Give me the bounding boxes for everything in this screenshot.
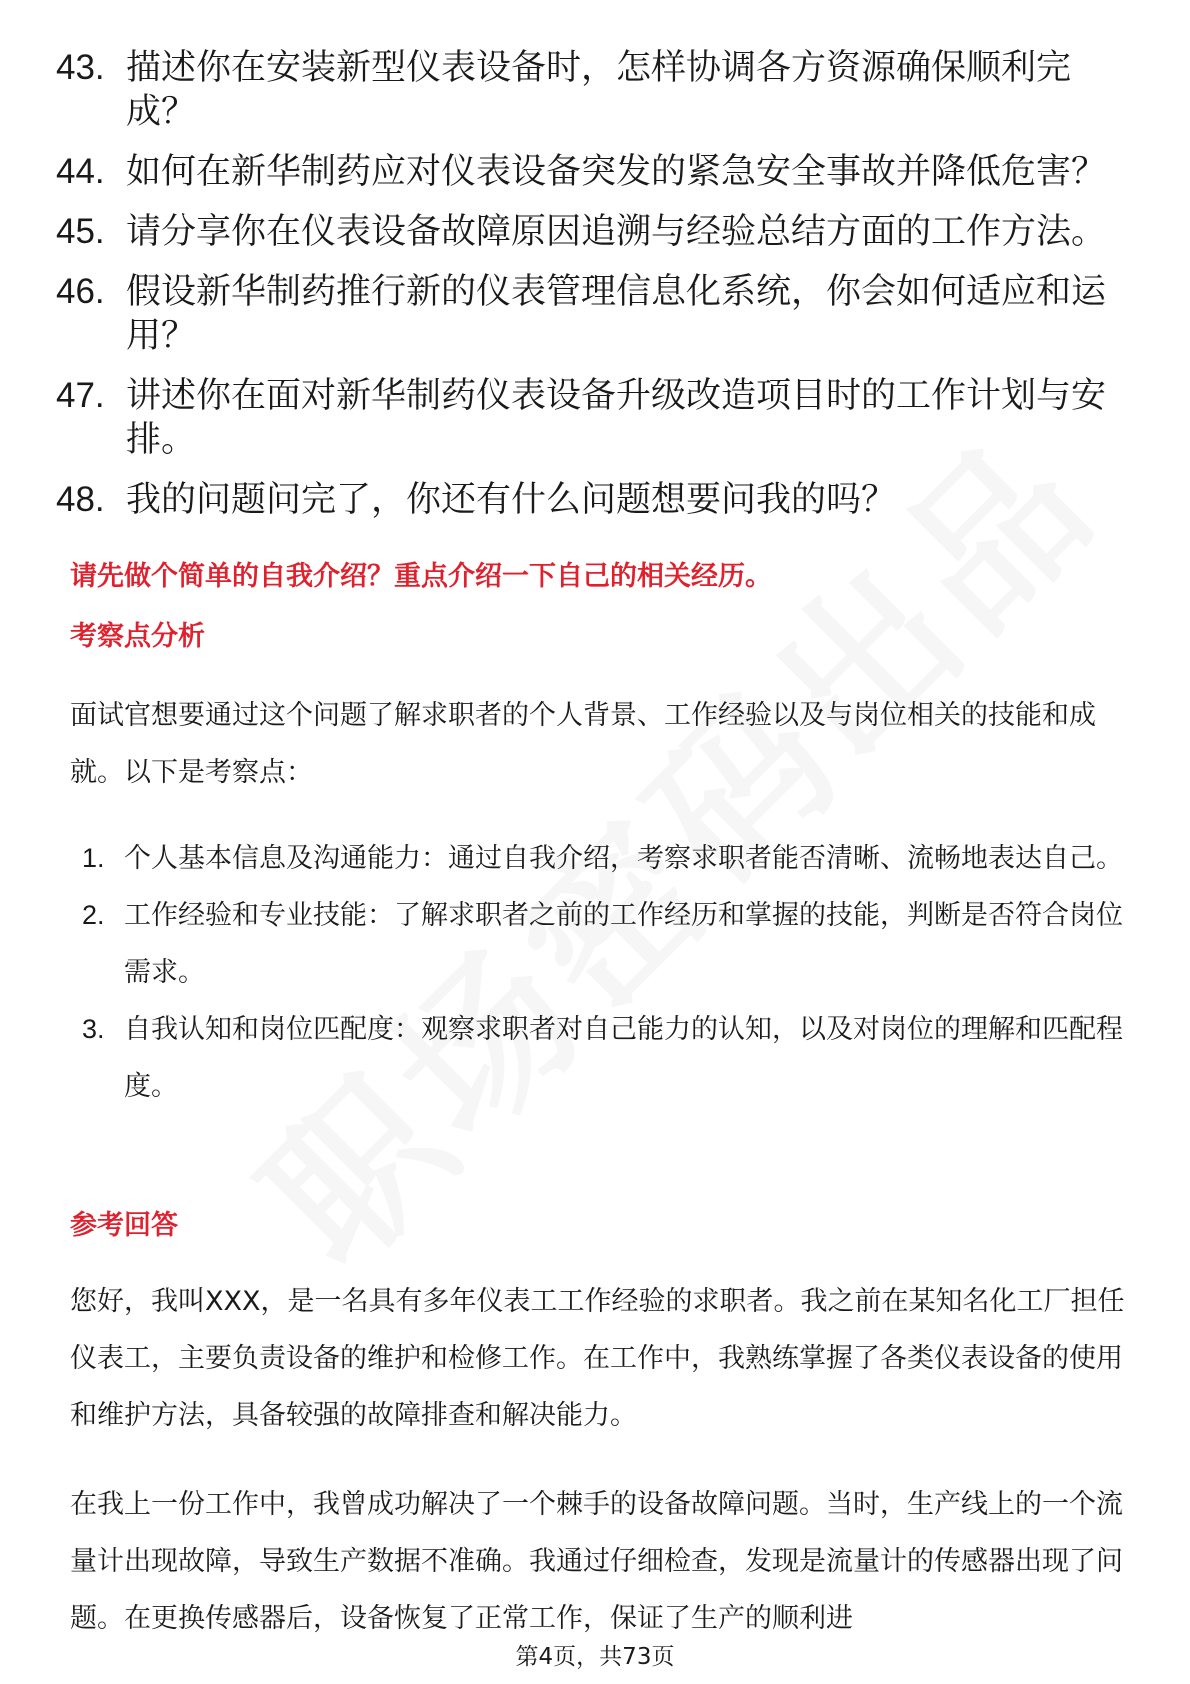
point-text: 个人基本信息及沟通能力：通过自我介绍，考察求职者能否清晰、流畅地表达自己。 <box>124 843 1123 874</box>
answer-paragraph-2: 在我上一份工作中，我曾成功解决了一个棘手的设备故障问题。当时，生产线上的一个流量计出现故障，导致生产数据不准确。我通过仔细检查，发现是流量计的传感器出现了问题。在更换传感器后，设备恢复了正常工作，保证了生产的顺利进 <box>70 1489 1123 1634</box>
point-number: 2. <box>82 900 105 930</box>
question-item <box>56 270 1136 358</box>
question-text: 假设新华制药推行新的仪表管理信息化系统，你会如何适应和运用？ <box>126 272 1107 356</box>
question-number: 48. <box>56 480 105 519</box>
question-text: 讲述你在面对新华制药仪表设备升级改造项目时的工作计划与安排。 <box>126 376 1107 460</box>
question-item <box>56 150 1136 194</box>
question-number: 45. <box>56 212 105 251</box>
point-text: 自我认知和岗位匹配度：观察求职者对自己能力的认知，以及对岗位的理解和匹配程度。 <box>124 1014 1123 1102</box>
question-item <box>56 374 1136 462</box>
question-number: 46. <box>56 272 105 311</box>
question-item <box>56 46 1136 134</box>
question-number: 43. <box>56 48 105 87</box>
answer-heading: 参考回答 <box>70 1210 178 1241</box>
question-number: 44. <box>56 152 105 191</box>
point-text: 工作经验和专业技能：了解求职者之前的工作经历和掌握的技能，判断是否符合岗位需求。 <box>124 900 1123 988</box>
analysis-heading: 考察点分析 <box>70 621 205 652</box>
question-number: 47. <box>56 376 105 415</box>
question-heading: 请先做个简单的自我介绍？重点介绍一下自己的相关经历。 <box>70 561 772 592</box>
question-text: 描述你在安装新型仪表设备时，怎样协调各方资源确保顺利完成？ <box>126 48 1072 132</box>
question-item <box>56 478 1136 522</box>
analysis-points <box>82 830 1132 1115</box>
page-footer: 第4页，共73页 <box>515 1644 675 1670</box>
question-text: 请分享你在仪表设备故障原因追溯与经验总结方面的工作方法。 <box>126 212 1107 252</box>
question-text: 如何在新华制药应对仪表设备突发的紧急安全事故并降低危害？ <box>126 152 1107 192</box>
point-number: 3. <box>82 1014 105 1044</box>
analysis-point <box>82 887 1132 1001</box>
analysis-intro: 面试官想要通过这个问题了解求职者的个人背景、工作经验以及与岗位相关的技能和成就。以下是考察点： <box>70 700 1096 788</box>
answer-paragraph-1: 您好，我叫XXX，是一名具有多年仪表工工作经验的求职者。我之前在某知名化工厂担任仪表工，主要负责设备的维护和检修工作。在工作中，我熟练掌握了各类仪表设备的使用和维护方法，具备较强的故障排查和解决能力。 <box>70 1286 1125 1431</box>
analysis-point <box>82 830 1132 887</box>
question-text: 我的问题问完了，你还有什么问题想要问我的吗？ <box>126 480 897 520</box>
question-list <box>56 46 1136 538</box>
analysis-point <box>82 1001 1132 1115</box>
point-number: 1. <box>82 843 105 873</box>
question-item <box>56 210 1136 254</box>
